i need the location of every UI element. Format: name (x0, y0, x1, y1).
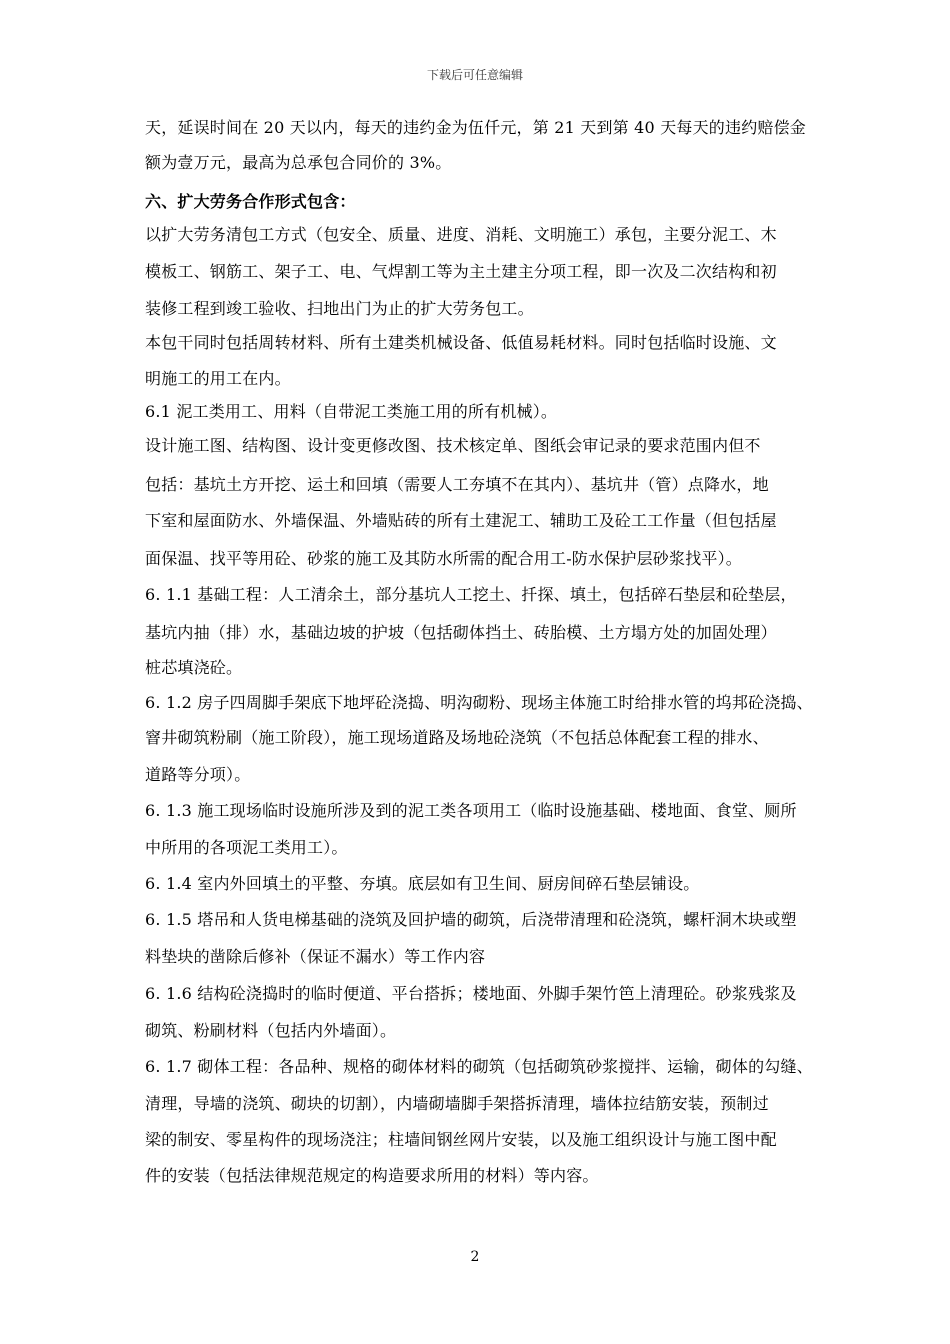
paragraph-line: 设计施工图、结构图、设计变更修改图、技术核定单、图纸会审记录的要求范围内但不 (145, 436, 761, 455)
paragraph-line: 装修工程到竣工验收、扫地出门为止的扩大劳务包工。 (145, 299, 534, 318)
paragraph-line: 中所用的各项泥工类用工）。 (145, 838, 348, 857)
paragraph-line: 6.1 泥工类用工、用料（自带泥工类施工用的所有机械）。 (145, 402, 558, 421)
paragraph-line: 以扩大劳务清包工方式（包安全、质量、进度、消耗、文明施工）承包，主要分泥工、木 (145, 225, 777, 244)
paragraph-line: 6. 1.4 室内外回填土的平整、夯填。底层如有卫生间、厨房间碎石垫层铺设。 (145, 874, 700, 893)
page-header: 下载后可任意编辑 (426, 68, 523, 82)
paragraph-line: 料垫块的凿除后修补（保证不漏水）等工作内容 (145, 947, 486, 966)
section-heading: 六、扩大劳务合作形式包含： (145, 192, 356, 211)
paragraph-line: 6. 1.5 塔吊和人货电梯基础的浇筑及回护墙的砌筑，后浇带清理和砼浇筑，螺杆洞木块或塑 (145, 910, 797, 929)
paragraph-line: 6. 1.2 房子四周脚手架底下地坪砼浇捣、明沟砌粉、现场主体施工时给排水管的坞邦砼浇捣、 (145, 693, 813, 712)
paragraph-line: 6. 1.1 基础工程：人工清余土，部分基坑人工挖土、扦探、填土，包括碎石垫层和砼垫层， (145, 585, 797, 604)
paragraph-line: 清理，导墙的浇筑、砌块的切割），内墙砌墙脚手架搭拆清理，墙体拉结筋安装，预制过 (145, 1094, 769, 1113)
paragraph-line: 包括：基坑土方开挖、运土和回填（需要人工夯填不在其内）、基坑井（管）点降水，地 (145, 475, 769, 494)
paragraph-line: 砌筑、粉刷材料（包括内外墙面）。 (145, 1021, 397, 1040)
paragraph-line: 桩芯填浇砼。 (145, 658, 243, 677)
paragraph-line: 件的安装（包括法律规范规定的构造要求所用的材料）等内容。 (145, 1166, 599, 1185)
paragraph-line: 面保温、找平等用砼、砂浆的施工及其防水所需的配合用工-防水保护层砂浆找平）。 (145, 549, 743, 568)
paragraph-line: 6. 1.6 结构砼浇捣时的临时便道、平台搭拆；楼地面、外脚手架竹笆上清理砼。砂浆残浆及 (145, 984, 797, 1003)
paragraph-line: 天，延误时间在 20 天以内，每天的违约金为伍仟元，第 21 天到第 40 天每天的违约赔偿金 (145, 118, 806, 137)
paragraph-line: 梁的制安、零星构件的现场浇注；柱墙间钢丝网片安装，以及施工组织设计与施工图中配 (145, 1130, 777, 1149)
paragraph-line: 6. 1.7 砌体工程：各品种、规格的砌体材料的砌筑（包括砌筑砂浆搅拌、运输，砌体的勾缝、 (145, 1057, 813, 1076)
paragraph-line: 明施工的用工在内。 (145, 369, 291, 388)
page-number: 2 (470, 1249, 480, 1265)
paragraph-line: 6. 1.3 施工现场临时设施所涉及到的泥工类各项用工（临时设施基础、楼地面、食堂、厕所 (145, 801, 797, 820)
paragraph-line: 基坑内抽（排）水，基础边坡的护坡（包括砌体挡土、砖胎模、土方塌方处的加固处理） (145, 623, 777, 642)
paragraph-line: 下室和屋面防水、外墙保温、外墙贴砖的所有土建泥工、辅助工及砼工工作量（但包括屋 (145, 511, 777, 530)
paragraph-line: 道路等分项）。 (145, 765, 251, 784)
paragraph-line: 额为壹万元，最高为总承包合同价的 3%。 (145, 153, 452, 172)
paragraph-line: 模板工、钢筋工、架子工、电、气焊割工等为主土建主分项工程，即一次及二次结构和初 (145, 262, 777, 281)
paragraph-line: 窨井砌筑粉刷（施工阶段），施工现场道路及场地砼浇筑（不包括总体配套工程的排水、 (145, 728, 769, 747)
paragraph-line: 本包干同时包括周转材料、所有土建类机械设备、低值易耗材料。同时包括临时设施、文 (145, 333, 777, 352)
